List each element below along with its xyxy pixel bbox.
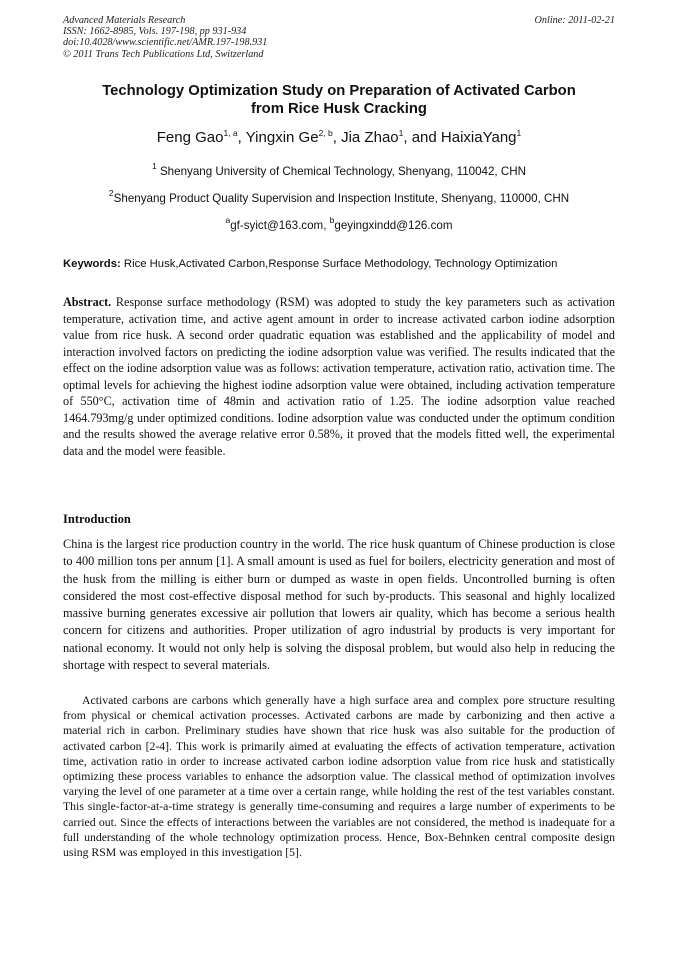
author-name: Feng Gao bbox=[156, 129, 224, 146]
author-list bbox=[63, 128, 615, 148]
intro-paragraph-1: China is the largest rice production country in the world. The rice husk quantum of Chinese production is close to 400 million tons per annum [1]. A small amount is used as fuel for boilers, electricity generation and most of the husk from the milling is either burn or dumped as waste in open fields. Uncontrolled burning is often considered the most cost-effective disposal method for such by-products. This seasonal and highly localized massive burning generates excessive air pollution that lowers air quality, which has become a serious health concern for citizens and authorities. Proper utilization of agro industrial by products is very important for national economy. It would not only help is solving the disposal problem, but would also help in reducing the shortage with respect to several materials. bbox=[63, 537, 615, 673]
intro-paragraph-2: Activated carbons are carbons which generally have a high surface area and complex pore structure resulting from physical or chemical activation processes. Activated carbons are made by carbonizing and then active a material rich in carbon. Preliminary studies have shown that rice husk was also suitable for the production of activated carbon [2-4]. This work is primarily aimed at evaluating the effects of activation temperature, activation time, activation ratio in order to increase activated carbon iodine adsorption value from rice husk and statistically optimizing these process variables to enhance the adsorption value. The classical method of optimization involves varying the level of one parameter at a time over a certain range, while holding the rest of the test variables constant. This single-factor-at-a-time strategy is generally time-consuming and requires a large number of experiments to be carried out. Since the effects of interactions between the variables are not considered, the method is inadequate for a full understanding of the whole technology optimization process. Hence, Box-Behnken central composite design using RSM was employed in this investigation [5]. bbox=[63, 694, 615, 860]
abstract-label: Abstract. bbox=[63, 295, 112, 309]
author-separator: , bbox=[237, 129, 246, 146]
online-date: Online: 2011-02-21 bbox=[534, 15, 615, 26]
author-name: HaixiaYang bbox=[440, 129, 517, 146]
author-name: Jia Zhao bbox=[341, 129, 399, 146]
title-line-2: from Rice Husk Cracking bbox=[251, 101, 427, 117]
affiliation-1 bbox=[63, 161, 615, 179]
abstract bbox=[63, 294, 615, 459]
affiliation-marker: 1 bbox=[151, 161, 157, 171]
paper-title bbox=[63, 82, 615, 118]
keywords-label: Keywords: bbox=[63, 258, 121, 270]
issn-line: ISSN: 1662-8985, Vols. 197-198, pp 931-934 bbox=[63, 26, 247, 38]
author-emails bbox=[63, 215, 615, 233]
affiliation-text: Shenyang University of Chemical Technology, Shenyang, 110042, CHN bbox=[156, 165, 526, 178]
email-marker: a bbox=[225, 215, 231, 225]
doi-line: doi:10.4028/www.scientific.net/AMR.197-198.931 bbox=[63, 37, 268, 49]
affiliation-marker: 2 bbox=[108, 188, 114, 198]
journal-name: Advanced Materials Research bbox=[63, 15, 186, 26]
title-line-1: Technology Optimization Study on Preparation of Activated Carbon bbox=[102, 83, 576, 99]
author-name: Yingxin Ge bbox=[245, 129, 319, 146]
affiliation-2 bbox=[63, 188, 615, 206]
keywords-text: Rice Husk,Activated Carbon,Response Surface Methodology, Technology Optimization bbox=[120, 258, 558, 270]
section-heading: Introduction bbox=[63, 512, 131, 526]
author-affiliation-marker: 1 bbox=[516, 128, 522, 138]
author-affiliation-marker: 1 bbox=[398, 128, 404, 138]
affiliation-text: Shenyang Product Quality Supervision and Inspection Institute, Shenyang, 110000, CHN bbox=[113, 192, 570, 205]
email-address: geyingxindd@126.com bbox=[334, 219, 453, 232]
author-separator: , bbox=[332, 129, 342, 146]
keywords bbox=[63, 257, 623, 271]
author-affiliation-marker: 1, a bbox=[223, 128, 238, 138]
email-marker: b bbox=[329, 215, 335, 225]
author-affiliation-marker: 2, b bbox=[318, 128, 333, 138]
copyright-line: © 2011 Trans Tech Publications Ltd, Switzerland bbox=[63, 48, 264, 60]
email-address: gf-syict@163.com, bbox=[230, 219, 330, 232]
abstract-text: Response surface methodology (RSM) was adopted to study the key parameters such as activation temperature, activation time, and active agent amount in order to increase activated carbon iodine adsorption value from rice husk. A second order quadratic equation was established and the applicability of model and interaction involved factors on predicting the iodine adsorption value was verified. The results indicated that the effect on the iodine adsorption value was as follows: activation temperature, activation ratio, activation time. The optimal levels for achieving the highest iodine adsorption value were obtained, including activation temperature of 550°C, activation time of 48min and activation ratio of 1.25. The iodine adsorption value reached 1464.793mg/g under optimized conditions. Iodine adsorption value was conducted under the optimum condition and the results showed the average relative error 0.58%, it proved that the models fitted well, the experimental data and the model were feasible. bbox=[63, 295, 615, 458]
author-separator: , and bbox=[403, 129, 441, 146]
journal-header bbox=[63, 15, 615, 60]
